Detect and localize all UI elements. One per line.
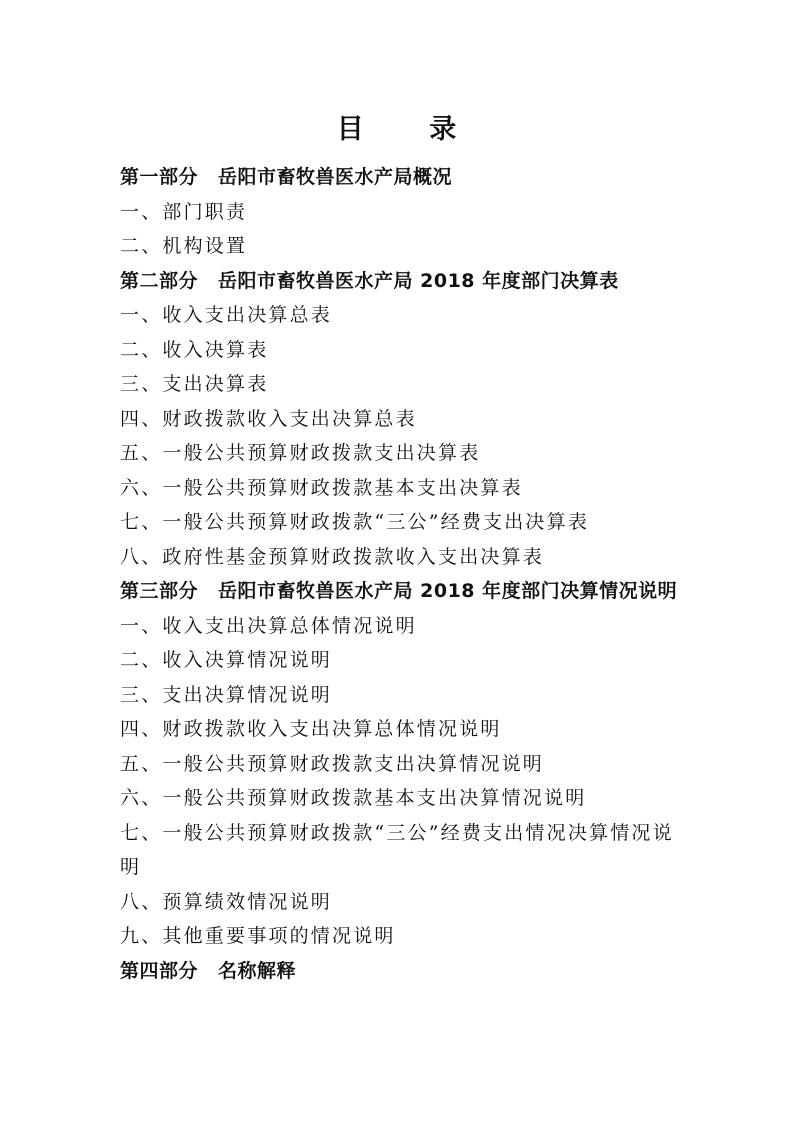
toc-part-heading	[120, 574, 680, 609]
toc-item: 三、支出决算表	[120, 373, 269, 395]
toc-part-number: 第二部分	[120, 269, 199, 292]
toc-part-number: 第三部分	[120, 580, 199, 602]
toc-item: 六、一般公共预算财政拨款基本支出决算情况说明	[120, 787, 587, 809]
toc-item: 八、政府性基金预算财政拨款收入支出决算表	[120, 545, 545, 568]
toc-item: 二、机构设置	[120, 235, 248, 257]
toc-item: 六、一般公共预算财政拨款基本支出决算表	[120, 476, 523, 499]
toc-part-heading	[120, 264, 680, 299]
toc-item: 九、其他重要事项的情况说明	[120, 925, 396, 947]
toc-item: 一、部门职责	[120, 200, 248, 223]
toc-item: 五、一般公共预算财政拨款支出决算表	[120, 442, 481, 464]
toc-part-number: 第一部分	[120, 166, 199, 188]
toc-part-number: 第四部分	[120, 959, 199, 982]
toc-part-heading	[120, 954, 680, 989]
toc-part-name: 岳阳市畜牧兽医水产局 2018 年度部门决算情况说明	[218, 580, 678, 602]
toc-part-name: 岳阳市畜牧兽医水产局 2018 年度部门决算表	[218, 269, 619, 292]
toc-item: 五、一般公共预算财政拨款支出决算情况说明	[120, 752, 545, 775]
toc-item: 一、收入支出决算总表	[120, 304, 333, 326]
toc-item: 一、收入支出决算总体情况说明	[120, 614, 417, 637]
toc-item: 七、一般公共预算财政拨款“三公”经费支出决算表	[120, 511, 590, 533]
toc-item: 七、一般公共预算财政拨款“三公”经费支出情况决算情况说明	[120, 821, 674, 878]
toc-item: 二、收入决算情况说明	[120, 649, 333, 671]
page-title: 目 录	[336, 114, 485, 145]
table-of-contents	[120, 160, 680, 988]
toc-part-name: 名称解释	[218, 959, 297, 982]
toc-item: 二、收入决算表	[120, 338, 269, 361]
toc-item: 四、财政拨款收入支出决算总体情况说明	[120, 718, 502, 740]
toc-item: 八、预算绩效情况说明	[120, 890, 333, 913]
toc-part-name: 岳阳市畜牧兽医水产局概况	[218, 166, 453, 188]
toc-item: 四、财政拨款收入支出决算总表	[120, 407, 417, 430]
toc-item: 三、支出决算情况说明	[120, 683, 333, 706]
toc-part-heading	[120, 160, 680, 195]
